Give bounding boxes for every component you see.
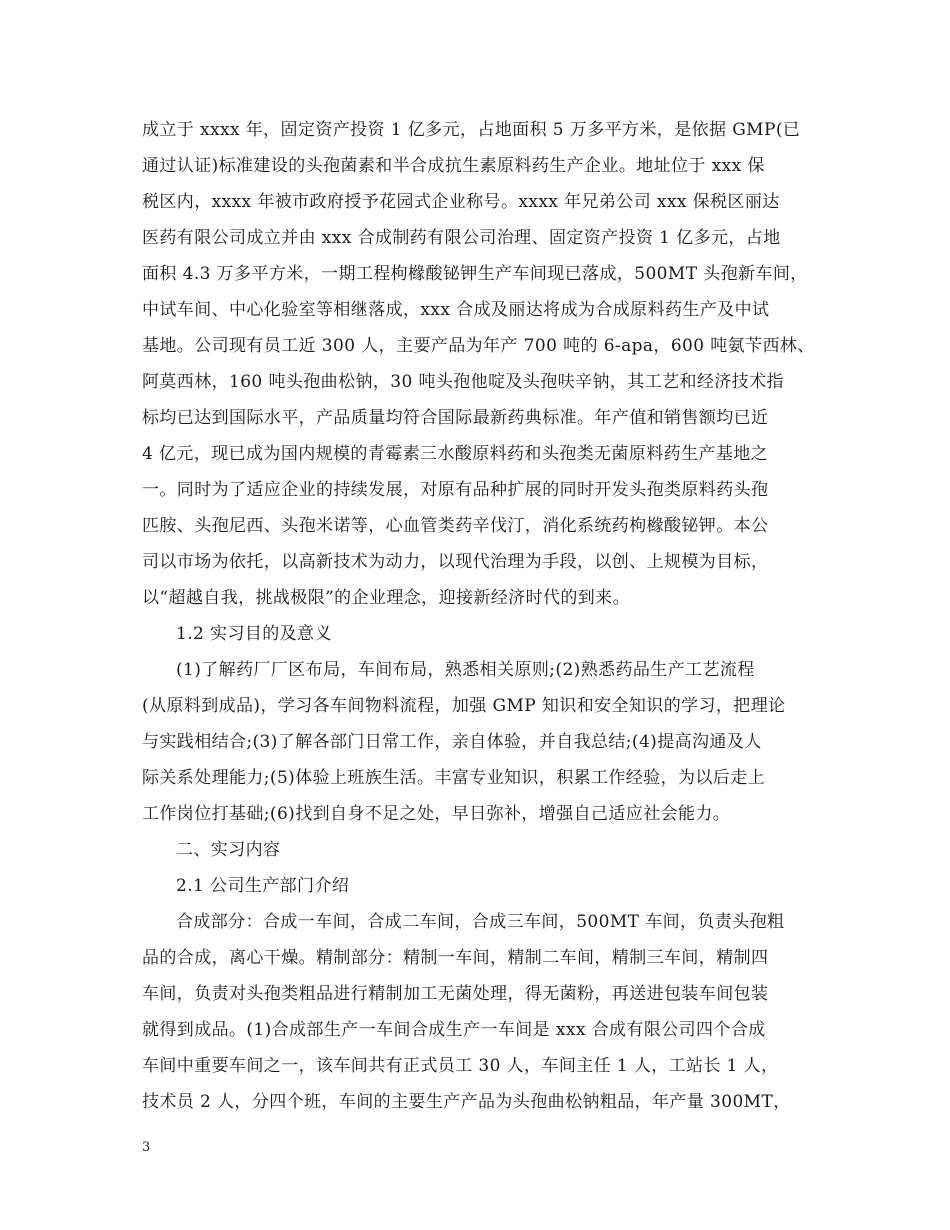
- text-line: 匹胺、头孢尼西、头孢米诺等，心血管类药辛伐汀，消化系统药枸橼酸铋钾。本公: [142, 516, 769, 536]
- text-line: 车间中重要车间之一，该车间共有正式员工 30 人，车间主任 1 人，工站长 1 人，: [142, 1056, 779, 1076]
- text-line: 品的合成，离心干燥。精制部分：精制一车间，精制二车间，精制三车间，精制四: [142, 948, 769, 968]
- text-line: 技术员 2 人，分四个班，车间的主要生产产品为头孢曲松钠粗品，年产量 300MT，: [142, 1092, 791, 1112]
- text-line: 1.2 实习目的及意义: [176, 624, 332, 644]
- text-line: 基地。公司现有员工近 300 人，主要产品为年产 700 吨的 6-apa，600 吨氨苄西林、: [142, 336, 815, 356]
- text-line: 际关系处理能力;(5)体验上班族生活。丰富专业知识，积累工作经验，为以后走上: [142, 768, 766, 788]
- text-line: (从原料到成品)，学习各车间物料流程，加强 GMP 知识和安全知识的学习，把理论: [142, 696, 786, 716]
- text-line: (1)了解药厂厂区布局，车间布局，熟悉相关原则;(2)熟悉药品生产工艺流程: [176, 660, 755, 680]
- text-line: 通过认证)标准建设的头孢菌素和半合成抗生素原料药生产企业。地址位于 xxx 保: [142, 156, 765, 176]
- text-line: 中试车间、中心化验室等相继落成，xxx 合成及丽达将成为合成原料药生产及中试: [142, 300, 770, 320]
- text-line: 4 亿元，现已成为国内规模的青霉素三水酸原料药和头孢类无菌原料药生产基地之: [142, 444, 769, 464]
- text-line: 阿莫西林，160 吨头孢曲松钠，30 吨头孢他啶及头孢呋辛钠，其工艺和经济技术指: [142, 372, 784, 392]
- text-line: 车间，负责对头孢类粗品进行精制加工无菌处理，得无菌粉，再送进包装车间包装: [142, 984, 769, 1004]
- text-line: 医药有限公司成立并由 xxx 合成制药有限公司治理、固定资产投资 1 亿多元，占地: [142, 228, 781, 248]
- text-line: 与实践相结合;(3)了解各部门日常工作，亲自体验，并自我总结;(4)提高沟通及人: [142, 732, 762, 752]
- text-line: 2.1 公司生产部门介绍: [176, 876, 350, 896]
- text-line: 一。同时为了适应企业的持续发展，对原有品种扩展的同时开发头孢类原料药头孢: [142, 480, 769, 500]
- text-line: 成立于 xxxx 年，固定资产投资 1 亿多元，占地面积 5 万多平方米，是依据 GMP(已: [142, 120, 801, 140]
- text-line: 司以市场为依托，以高新技术为动力，以现代治理为手段，以创、上规模为目标，: [142, 552, 769, 572]
- text-line: 工作岗位打基础;(6)找到自身不足之处，早日弥补，增强自己适应社会能力。: [142, 804, 731, 824]
- text-line: 税区内，xxxx 年被市政府授予花园式企业称号。xxxx 年兄弟公司 xxx 保税区丽达: [142, 192, 780, 212]
- page-number: 3: [142, 1140, 151, 1155]
- document-body: [142, 112, 815, 1120]
- text-line: 合成部分：合成一车间，合成二车间，合成三车间，500MT 车间，负责头孢粗: [176, 912, 785, 932]
- text-line: 就得到成品。(1)合成部生产一车间合成生产一车间是 xxx 合成有限公司四个合成: [142, 1020, 766, 1040]
- text-line: 二、实习内容: [176, 840, 281, 860]
- text-line: 以“超越自我，挑战极限”的企业理念，迎接新经济时代的到来。: [142, 588, 630, 608]
- text-line: 面积 4.3 万多平方米，一期工程枸橼酸铋钾生产车间现已落成，500MT 头孢新车间，: [142, 264, 808, 284]
- text-line: 标均已达到国际水平，产品质量均符合国际最新药典标准。年产值和销售额均已近: [142, 408, 769, 428]
